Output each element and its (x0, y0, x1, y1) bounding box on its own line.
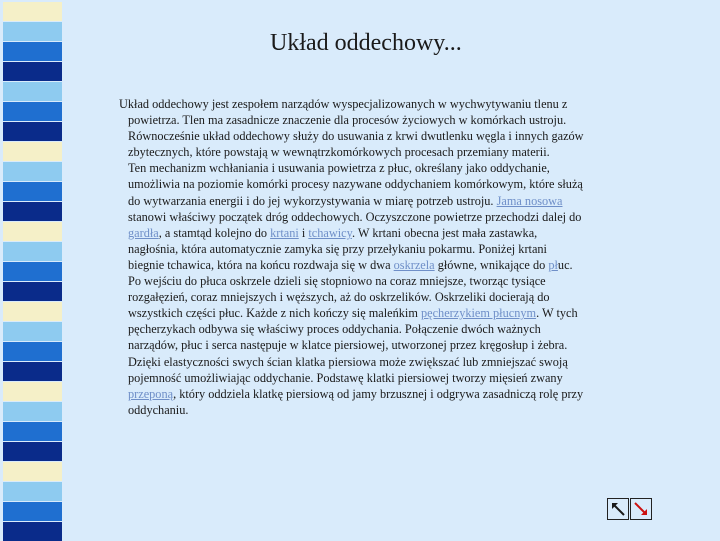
decorative-stripe (3, 122, 62, 141)
body-line (119, 305, 689, 321)
body-text-segment: wszystkich części płuc. Każde z nich kończy się maleńkim (128, 306, 421, 321)
nav-back-button[interactable] (607, 498, 629, 520)
decorative-stripe (3, 362, 62, 381)
body-line (119, 354, 689, 370)
decorative-stripe (3, 42, 62, 61)
body-text-segment: zbytecznych, które powstają w wewnątrzkomórkowych procesach przemiany materii. (128, 145, 550, 160)
body-text-segment: narządów, płuc i serca następuje w klatce piersiowej, utworzonej przez kręgosłup i żebra. (128, 338, 568, 353)
body-text-segment: , a stamtąd kolejno do (158, 225, 271, 240)
decorative-stripe (3, 342, 62, 361)
body-text-segment: Ten mechanizm wchłaniania i usuwania powietrza z płuc, określany jako oddychanie, (128, 161, 550, 176)
decorative-stripe (3, 502, 62, 521)
decorative-stripe (3, 402, 62, 421)
body-line (119, 402, 689, 418)
body-line (119, 289, 689, 305)
decorative-stripe (3, 262, 62, 281)
decorative-stripe (3, 522, 62, 541)
decorative-stripe (3, 202, 62, 221)
body-link[interactable]: pęcherzykiem płucnym (420, 306, 537, 321)
body-line (119, 225, 689, 241)
body-text-segment: rozgałęzień, coraz mniejszych i węższych, aż do oskrzelików. Oskrzeliki docierają do (128, 290, 550, 305)
body-link[interactable]: gardła (128, 225, 159, 240)
body-text-segment: pęcherzykach odbywa się właściwy proces oddychania. Połączenie dwóch ważnych (128, 322, 541, 337)
decorative-stripe (3, 2, 62, 21)
body-line (119, 386, 689, 402)
body-text-segment: oddychaniu. (128, 402, 189, 417)
body-link[interactable]: oskrzela (393, 257, 435, 272)
back-arrow-icon (608, 499, 628, 519)
body-text-segment: Równocześnie układ oddechowy służy do usuwania z krwi dwutlenku węgla i innych gazów (128, 129, 584, 144)
body-text-segment: Dzięki elastyczności swych ścian klatka piersiowa może zwiększać lub zmniejszać swoją (128, 354, 568, 369)
decorative-stripe (3, 302, 62, 321)
decorative-stripe (3, 282, 62, 301)
body-line (119, 241, 689, 257)
body-line (119, 193, 689, 209)
decorative-stripe (3, 22, 62, 41)
body-link[interactable]: Jama nosowa (496, 193, 563, 208)
body-text-segment: , który oddziela klatkę piersiową od jamy brzusznej i odgrywa zasadniczą rolę przy (173, 386, 584, 401)
decorative-stripe (3, 322, 62, 341)
slide-body-text (119, 96, 689, 418)
forward-arrow-icon (631, 499, 651, 519)
body-line (119, 176, 689, 192)
body-text-segment: Po wejściu do płuca oskrzele dzieli się stopniowo na coraz mniejsze, tworząc tysiące (128, 274, 546, 289)
body-line (119, 144, 689, 160)
body-text-segment: stanowi właściwy początek dróg oddechowych. Oczyszczone powietrze przechodzi dalej do (128, 209, 582, 224)
decorative-stripe (3, 382, 62, 401)
body-text-segment: . W krtani obecna jest mała zastawka, (351, 225, 538, 240)
decorative-stripe (3, 462, 62, 481)
body-text-segment: uc. (557, 257, 573, 272)
decorative-stripe (3, 62, 62, 81)
nav-forward-button[interactable] (630, 498, 652, 520)
body-link[interactable]: pł (548, 257, 558, 272)
body-line (119, 96, 689, 112)
slide-title: Układ oddechowy... (270, 30, 462, 56)
body-text-segment: nagłośnia, która automatycznie zamyka się przy przełykaniu pokarmu. Poniżej krtani (128, 241, 547, 256)
body-line (119, 337, 689, 353)
decorative-stripe (3, 142, 62, 161)
body-link[interactable]: tchawicy (308, 225, 352, 240)
body-text-segment: i (298, 225, 309, 240)
decorative-stripe (3, 482, 62, 501)
decorative-stripe (3, 102, 62, 121)
body-line (119, 160, 689, 176)
body-line (119, 321, 689, 337)
body-text-segment: biegnie tchawica, która na końcu rozdwaja się w dwa (128, 257, 394, 272)
body-line (119, 209, 689, 225)
body-link[interactable]: krtani (270, 225, 299, 240)
body-text-segment: powietrza. Tlen ma zasadnicze znaczenie dla procesów życiowych w komórkach ustroju. (128, 113, 567, 128)
decorative-stripe (3, 222, 62, 241)
body-text-segment: . W tych (536, 306, 578, 321)
decorative-stripe (3, 182, 62, 201)
decorative-stripe (3, 82, 62, 101)
body-line (119, 370, 689, 386)
body-line (119, 112, 689, 128)
body-line (119, 273, 689, 289)
body-line (119, 257, 689, 273)
decorative-stripes (0, 0, 66, 540)
decorative-stripe (3, 422, 62, 441)
body-text-segment: główne, wnikające do (434, 257, 549, 272)
decorative-stripe (3, 162, 62, 181)
body-line (119, 128, 689, 144)
decorative-stripe (3, 442, 62, 461)
body-text-segment: umożliwia na poziomie komórki procesy nazywane oddychaniem komórkowym, które służą (128, 177, 583, 192)
body-text-segment: Układ oddechowy jest zespołem narządów wyspecjalizowanych w wychwytywaniu tlenu z (119, 97, 568, 111)
decorative-stripe (3, 242, 62, 261)
body-link[interactable]: przeponą (128, 386, 174, 401)
body-text-segment: pojemność umożliwiając oddychanie. Podstawę klatki piersiowej tworzy mięsień zwany (128, 370, 563, 385)
body-text-segment: do wytwarzania energii i do jej wykorzystywania w miarę potrzeb ustroju. (128, 193, 497, 208)
